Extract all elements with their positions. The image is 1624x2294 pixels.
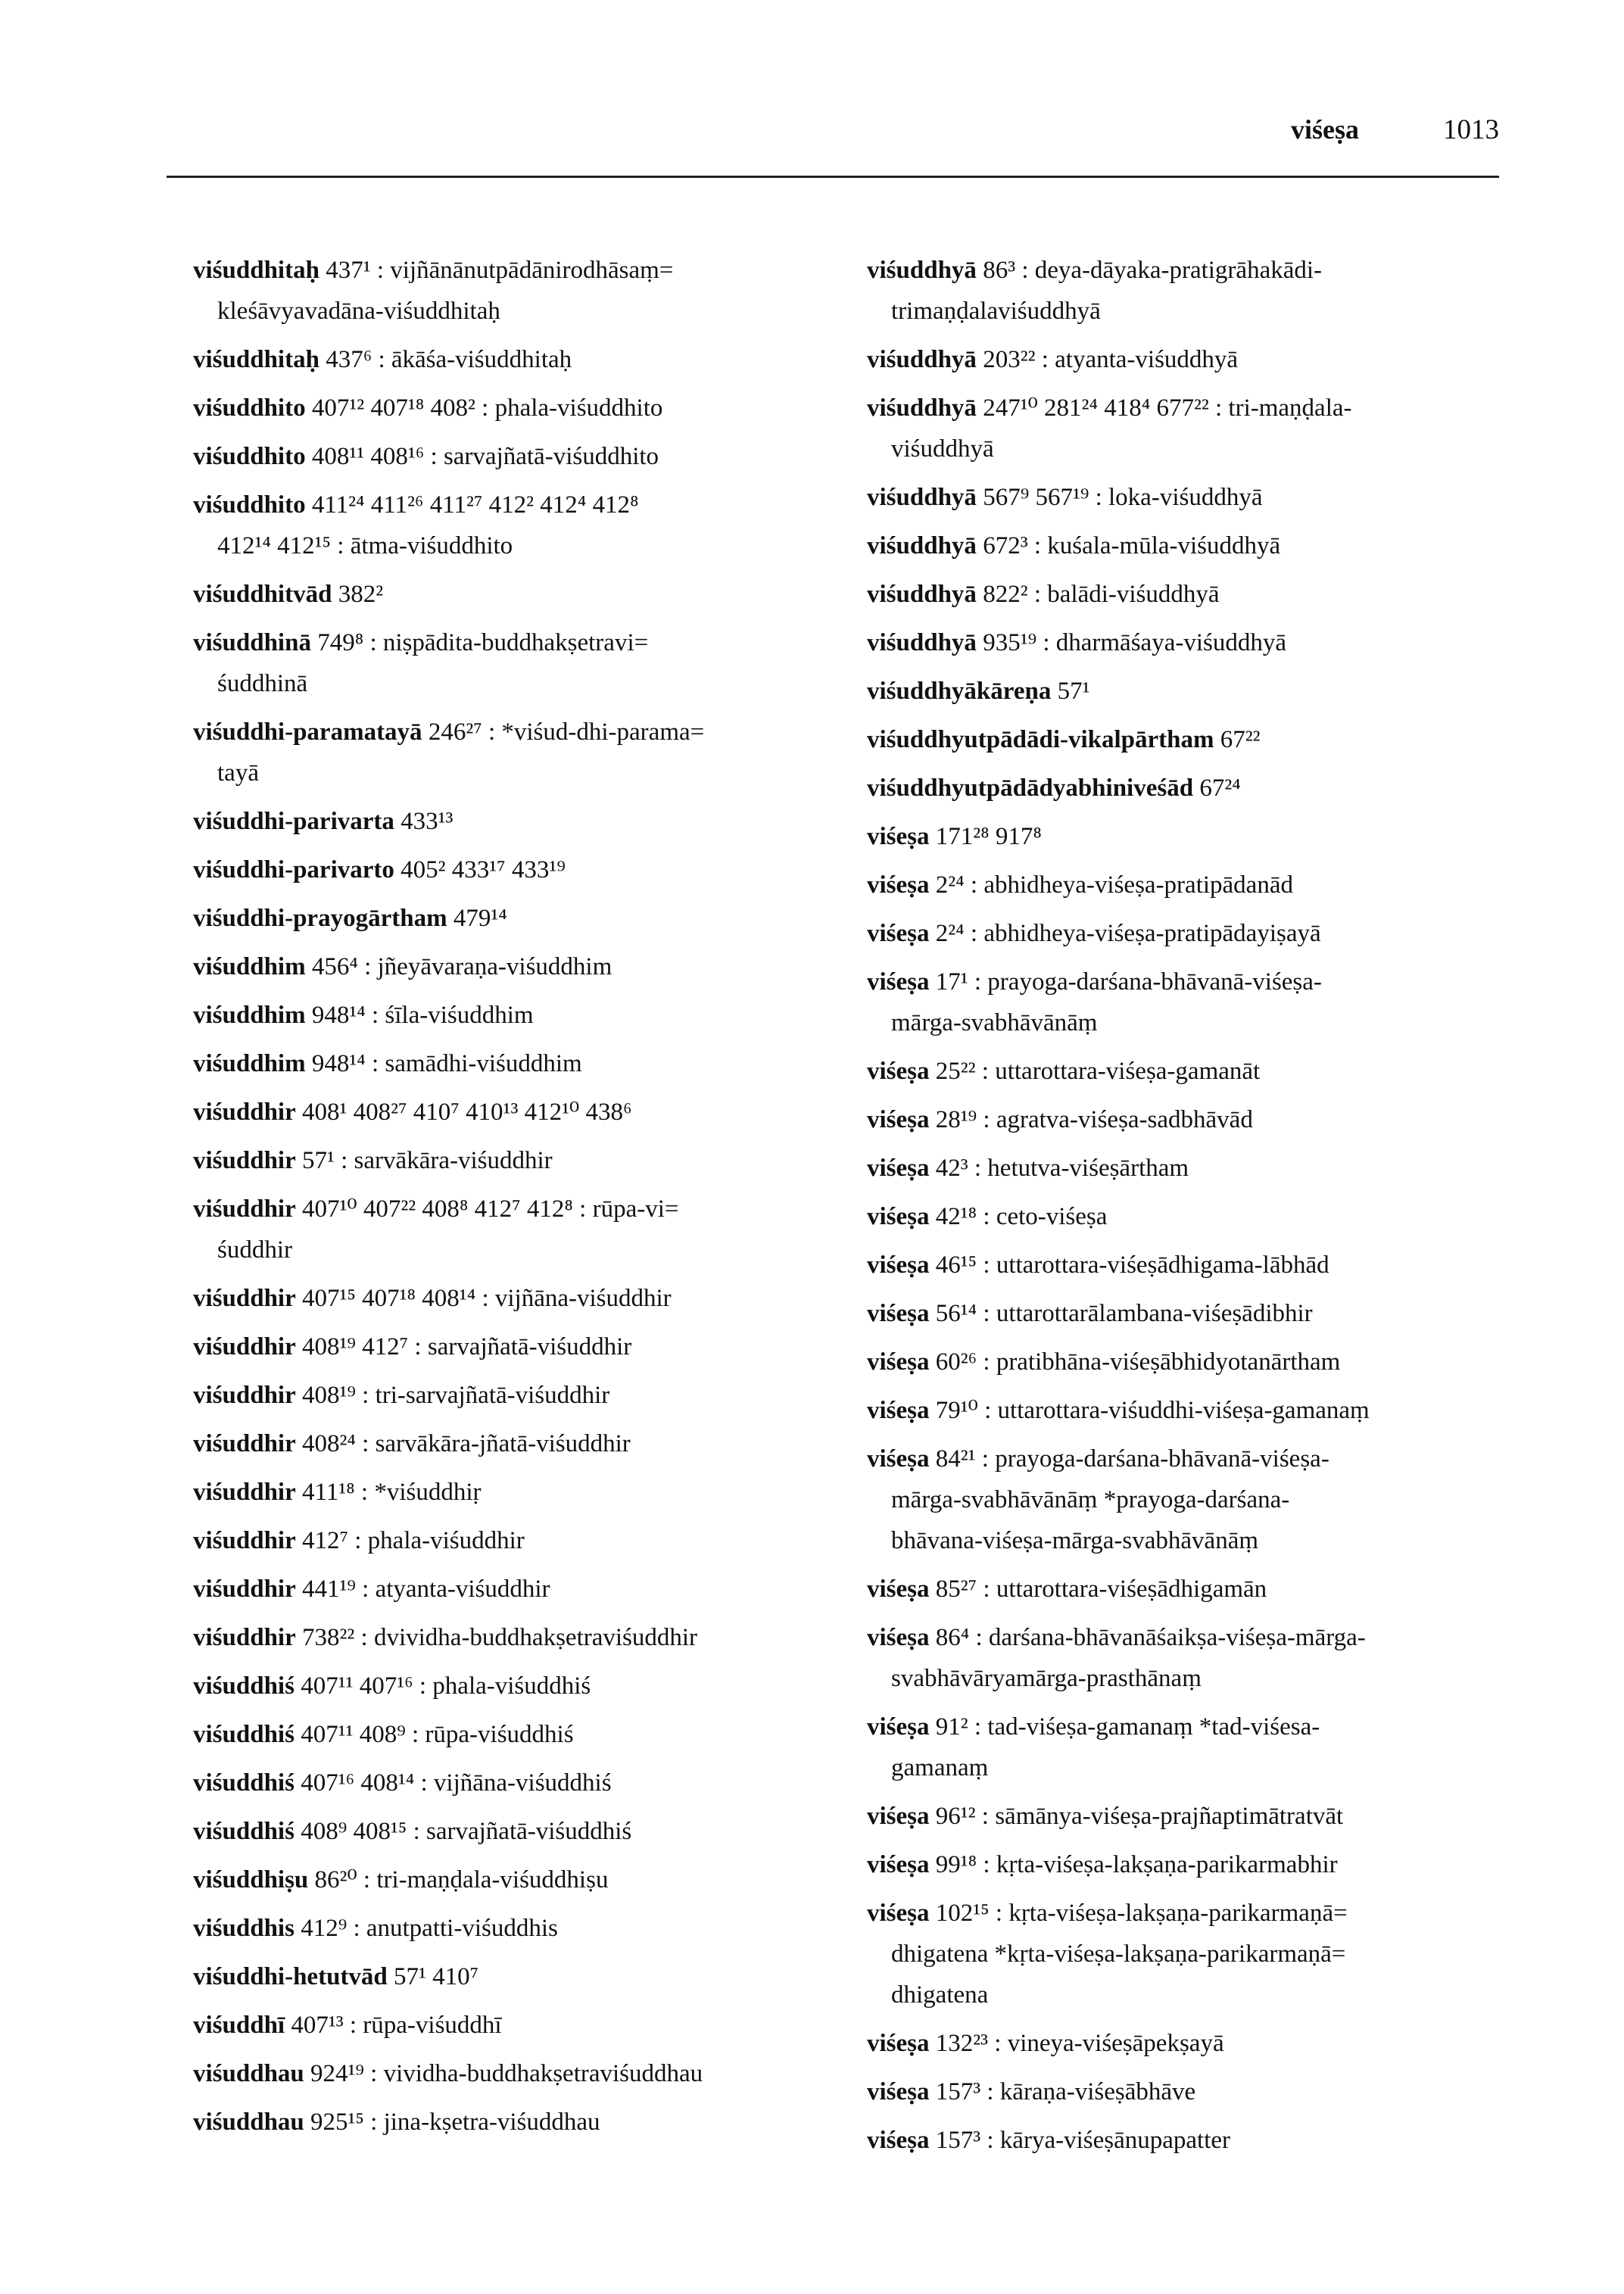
entry-headword: viśuddhitaḥ	[193, 257, 320, 284]
entry-references: 407¹¹ 408⁹ : rūpa-viśuddhiś	[294, 1721, 574, 1748]
entry-headword: viśuddhī	[193, 2012, 285, 2039]
entry-references: 411²⁴ 411²⁶ 411²⁷ 412² 412⁴ 412⁸	[305, 491, 639, 519]
entry-references: 86³ : deya-dāyaka-pratigrāhakādi-	[976, 257, 1323, 284]
index-entry	[867, 1245, 1533, 1286]
entry-references: 46¹⁵ : uttarottara-viśeṣādhigama-lābhād	[929, 1251, 1329, 1279]
index-entry	[867, 1148, 1533, 1189]
entry-references: 441¹⁹ : atyanta-viśuddhir	[295, 1576, 550, 1603]
entry-headword: viśeṣa	[867, 1251, 930, 1279]
entry-headword: viśuddhinā	[193, 629, 311, 656]
entry-headword: viśuddhitvād	[193, 581, 332, 608]
entry-references: 203²² : atyanta-viśuddhyā	[976, 346, 1239, 373]
entry-continuation: śuddhir	[217, 1236, 292, 1264]
index-entry	[193, 436, 844, 477]
entry-references: 2²⁴ : abhidheya-viśeṣa-pratipādanād	[929, 871, 1293, 899]
index-entry	[867, 962, 1533, 1043]
entry-headword: viśeṣa	[867, 1397, 930, 1424]
entry-headword: viśuddhir	[193, 1147, 296, 1174]
index-entry	[193, 574, 844, 615]
index-entry	[867, 1196, 1533, 1237]
entry-headword: viśuddhiś	[193, 1721, 295, 1748]
entry-references: 56¹⁴ : uttarottarālambana-viśeṣādibhir	[929, 1300, 1313, 1327]
index-entry	[193, 1520, 844, 1561]
entry-headword: viśuddhim	[193, 953, 306, 980]
index-entry	[193, 1278, 844, 1319]
index-entry	[193, 339, 844, 380]
entry-references: 42³ : hetutva-viśeṣārtham	[929, 1155, 1189, 1182]
entry-references: 247¹⁰ 281²⁴ 418⁴ 677²² : tri-maṇḍala-	[976, 394, 1352, 422]
index-entry	[193, 622, 844, 704]
entry-headword: viśuddhyā	[867, 346, 977, 373]
index-entry	[193, 1569, 844, 1610]
index-entry	[867, 865, 1533, 905]
entry-headword: viśuddhyā	[867, 581, 977, 608]
index-entry	[193, 1423, 844, 1464]
entry-headword: viśuddhyutpādādyabhiniveśād	[867, 775, 1194, 802]
index-entry	[193, 485, 844, 566]
index-entry	[193, 801, 844, 842]
index-entry	[193, 1666, 844, 1706]
entry-references: 948¹⁴ : samādhi-viśuddhim	[305, 1050, 582, 1077]
index-entry	[193, 1472, 844, 1513]
entry-headword: viśuddhir	[193, 1195, 296, 1223]
entry-headword: viśuddhis	[193, 1915, 295, 1942]
index-entry	[867, 2023, 1533, 2064]
entry-references: 382²	[332, 581, 384, 608]
entry-references: 407¹² 407¹⁸ 408² : phala-viśuddhito	[305, 394, 663, 422]
entry-headword: viśuddhi-hetutvād	[193, 1963, 388, 1990]
entry-references: 411¹⁸ : *viśuddhiṛ	[295, 1479, 482, 1506]
index-entry	[867, 622, 1533, 663]
entry-references: 84²¹ : prayoga-darśana-bhāvanā-viśeṣa-	[929, 1445, 1329, 1473]
entry-references: 412⁹ : anutpatti-viśuddhis	[294, 1915, 558, 1942]
entry-headword: viśeṣa	[867, 1624, 930, 1651]
entry-references: 925¹⁵ : jina-kṣetra-viśuddhau	[304, 2109, 600, 2136]
index-entry	[193, 1189, 844, 1270]
index-entry	[193, 250, 844, 332]
entry-headword: viśuddhito	[193, 394, 306, 422]
entry-references: 924¹⁹ : vividha-buddhakṣetraviśuddhau	[304, 2060, 703, 2087]
entry-references: 99¹⁸ : kṛta-viśeṣa-lakṣaṇa-parikarmabhir	[929, 1851, 1338, 1878]
entry-headword: viśuddhir	[193, 1527, 296, 1554]
entry-references: 57¹	[1051, 678, 1090, 705]
entry-references: 67²²	[1214, 726, 1261, 753]
entry-references: 102¹⁵ : kṛta-viśeṣa-lakṣaṇa-parikarmaṇā=	[929, 1900, 1348, 1927]
entry-headword: viśeṣa	[867, 1203, 930, 1230]
entry-references: 407¹³ : rūpa-viśuddhī	[285, 2012, 502, 2039]
entry-references: 157³ : kārya-viśeṣānupapatter	[929, 2127, 1230, 2154]
entry-continuation: gamanaṃ	[891, 1754, 989, 1781]
index-entry	[867, 1844, 1533, 1885]
left-column	[193, 250, 844, 2150]
index-entry	[193, 2005, 844, 2046]
entry-headword: viśeṣa	[867, 823, 930, 850]
entry-headword: viśeṣa	[867, 2127, 930, 2154]
index-entry	[193, 995, 844, 1036]
entry-references: 567⁹ 567¹⁹ : loka-viśuddhyā	[976, 484, 1263, 511]
entry-continuation: kleśāvyavadāna-viśuddhitaḥ	[217, 298, 500, 325]
index-entry	[867, 1438, 1533, 1561]
right-column	[867, 250, 1533, 2168]
entry-headword: viśuddhim	[193, 1050, 306, 1077]
entry-headword: viśeṣa	[867, 1445, 930, 1473]
entry-headword: viśuddhito	[193, 443, 306, 470]
entry-references: 407¹¹ 407¹⁶ : phala-viśuddhiś	[294, 1672, 591, 1700]
entry-headword: viśeṣa	[867, 920, 930, 947]
index-entry	[867, 574, 1533, 615]
entry-continuation: viśuddhyā	[891, 435, 994, 463]
entry-headword: viśuddhau	[193, 2109, 304, 2136]
entry-headword: viśuddhiś	[193, 1769, 295, 1797]
entry-references: 132²³ : vineya-viśeṣāpekṣayā	[929, 2030, 1224, 2057]
entry-references: 408¹ 408²⁷ 410⁷ 410¹³ 412¹⁰ 438⁶	[295, 1099, 632, 1126]
index-entry	[193, 1326, 844, 1367]
index-entry	[193, 1375, 844, 1416]
index-entry	[193, 1811, 844, 1852]
entry-references: 79¹⁰ : uttarottara-viśuddhi-viśeṣa-gamanaṃ	[929, 1397, 1370, 1424]
running-head-word: viśeṣa	[1291, 114, 1359, 145]
entry-headword: viśeṣa	[867, 1058, 930, 1085]
entry-references: 2²⁴ : abhidheya-viśeṣa-pratipādayiṣayā	[929, 920, 1321, 947]
index-entry	[867, 1706, 1533, 1788]
entry-headword: viśeṣa	[867, 1348, 930, 1376]
index-entry	[193, 849, 844, 890]
entry-references: 437¹ : vijñānānutpādānirodhāsaṃ=	[319, 257, 674, 284]
entry-references: 407¹⁰ 407²² 408⁸ 412⁷ 412⁸ : rūpa-vi=	[295, 1195, 679, 1223]
entry-headword: viśuddhir	[193, 1333, 296, 1361]
entry-headword: viśuddhi-parivarto	[193, 856, 394, 884]
page-header	[167, 114, 1499, 178]
index-entry	[193, 1043, 844, 1084]
entry-continuation: śuddhinā	[217, 670, 308, 697]
index-entry	[193, 1714, 844, 1755]
entry-references: 157³ : kāraṇa-viśeṣābhāve	[929, 2078, 1196, 2105]
entry-references: 85²⁷ : uttarottara-viśeṣādhigamān	[929, 1576, 1267, 1603]
index-entry	[867, 1796, 1533, 1837]
entry-headword: viśeṣa	[867, 1851, 930, 1878]
entry-references: 57¹ : sarvākāra-viśuddhir	[295, 1147, 553, 1174]
entry-headword: viśuddhitaḥ	[193, 346, 320, 373]
entry-references: 57¹ 410⁷	[387, 1963, 479, 1990]
entry-continuation: dhigatena *kṛta-viśeṣa-lakṣaṇa-parikarmaṇā=	[891, 1940, 1346, 1968]
index-entry	[867, 525, 1533, 566]
index-entry	[193, 1617, 844, 1658]
entry-references: 408⁹ 408¹⁵ : sarvajñatā-viśuddhiś	[294, 1818, 632, 1845]
entry-continuation: 412¹⁴ 412¹⁵ : ātma-viśuddhito	[217, 532, 513, 559]
entry-headword: viśeṣa	[867, 1713, 930, 1741]
entry-continuation: mārga-svabhāvānāṃ	[891, 1009, 1098, 1036]
entry-headword: viśeṣa	[867, 2030, 930, 2057]
index-entry	[867, 719, 1533, 760]
entry-references: 408¹⁹ 412⁷ : sarvajñatā-viśuddhir	[295, 1333, 632, 1361]
entry-headword: viśeṣa	[867, 1300, 930, 1327]
entry-headword: viśuddhir	[193, 1382, 296, 1409]
index-entry	[193, 898, 844, 939]
entry-headword: viśuddhir	[193, 1430, 296, 1457]
entry-headword: viśuddhyā	[867, 629, 977, 656]
index-entry	[867, 671, 1533, 712]
entry-references: 407¹⁵ 407¹⁸ 408¹⁴ : vijñāna-viśuddhir	[295, 1285, 672, 1312]
entry-references: 738²² : dvividha-buddhakṣetraviśuddhir	[295, 1624, 698, 1651]
index-entry	[193, 2102, 844, 2143]
entry-headword: viśuddhiś	[193, 1818, 295, 1845]
entry-references: 42¹⁸ : ceto-viśeṣa	[929, 1203, 1108, 1230]
entry-references: 408¹⁹ : tri-sarvajñatā-viśuddhir	[295, 1382, 610, 1409]
entry-references: 822² : balādi-viśuddhyā	[976, 581, 1220, 608]
entry-references: 479¹⁴	[447, 905, 507, 932]
entry-references: 17¹ : prayoga-darśana-bhāvanā-viśeṣa-	[929, 968, 1322, 996]
entry-headword: viśeṣa	[867, 1106, 930, 1133]
entry-headword: viśuddhyākāreṇa	[867, 678, 1052, 705]
entry-headword: viśuddhir	[193, 1624, 296, 1651]
index-entry	[867, 1293, 1533, 1334]
entry-continuation: bhāvana-viśeṣa-mārga-svabhāvānāṃ	[891, 1527, 1259, 1554]
index-entry	[193, 2053, 844, 2094]
entry-headword: viśuddhi-paramatayā	[193, 718, 422, 746]
index-entry	[867, 1051, 1533, 1092]
entry-references: 86⁴ : darśana-bhāvanāśaikṣa-viśeṣa-mārga-	[929, 1624, 1366, 1651]
index-entry	[193, 388, 844, 429]
index-entry	[867, 1390, 1533, 1431]
index-entry	[867, 477, 1533, 518]
index-entry	[867, 913, 1533, 954]
entry-references: 456⁴ : jñeyāvaraṇa-viśuddhim	[305, 953, 613, 980]
entry-headword: viśeṣa	[867, 968, 930, 996]
entry-headword: viśuddhir	[193, 1099, 296, 1126]
entry-headword: viśuddhyā	[867, 484, 977, 511]
entry-continuation: tayā	[217, 759, 259, 787]
entry-references: 437⁶ : ākāśa-viśuddhitaḥ	[319, 346, 572, 373]
entry-headword: viśuddhyā	[867, 257, 977, 284]
index-entry	[867, 1342, 1533, 1382]
entry-headword: viśuddhiṣu	[193, 1866, 309, 1893]
index-entry	[867, 388, 1533, 469]
entry-headword: viśuddhyutpādādi-vikalpārtham	[867, 726, 1214, 753]
entry-headword: viśuddhim	[193, 1002, 306, 1029]
entry-headword: viśeṣa	[867, 871, 930, 899]
entry-headword: viśuddhi-parivarta	[193, 808, 394, 835]
entry-headword: viśeṣa	[867, 1900, 930, 1927]
index-entry	[867, 816, 1533, 857]
entry-references: 433¹³	[394, 808, 454, 835]
entry-headword: viśuddhyā	[867, 394, 977, 422]
index-entry	[193, 946, 844, 987]
entry-references: 246²⁷ : *viśud-dhi-parama=	[422, 718, 705, 746]
index-entry	[867, 1569, 1533, 1610]
entry-headword: viśuddhir	[193, 1479, 296, 1506]
entry-continuation: mārga-svabhāvānāṃ *prayoga-darśana-	[891, 1486, 1290, 1513]
index-entry	[193, 1908, 844, 1949]
entry-headword: viśuddhi-prayogārtham	[193, 905, 447, 932]
entry-references: 86²⁰ : tri-maṇḍala-viśuddhiṣu	[308, 1866, 609, 1893]
index-entry	[193, 1763, 844, 1803]
entry-references: 91² : tad-viśeṣa-gamanaṃ *tad-viśesa-	[929, 1713, 1320, 1741]
entry-references: 28¹⁹ : agratva-viśeṣa-sadbhāvād	[929, 1106, 1253, 1133]
entry-references: 405² 433¹⁷ 433¹⁹	[394, 856, 566, 884]
index-entry	[193, 1859, 844, 1900]
entry-headword: viśeṣa	[867, 1803, 930, 1830]
entry-headword: viśeṣa	[867, 2078, 930, 2105]
index-entry	[193, 1140, 844, 1181]
entry-references: 948¹⁴ : śīla-viśuddhim	[305, 1002, 534, 1029]
index-entry	[867, 250, 1533, 332]
index-entry	[193, 1092, 844, 1133]
entry-references: 25²² : uttarottara-viśeṣa-gamanāt	[929, 1058, 1261, 1085]
entry-headword: viśeṣa	[867, 1155, 930, 1182]
entry-references: 412⁷ : phala-viśuddhir	[295, 1527, 525, 1554]
entry-headword: viśuddhito	[193, 491, 306, 519]
index-entry	[867, 1893, 1533, 2015]
page-number: 1013	[1443, 114, 1499, 145]
index-entry	[867, 2071, 1533, 2112]
entry-references: 407¹⁶ 408¹⁴ : vijñāna-viśuddhiś	[294, 1769, 612, 1797]
entry-continuation: dhigatena	[891, 1981, 989, 2009]
index-entry	[867, 1099, 1533, 1140]
entry-references: 171²⁸ 917⁸	[929, 823, 1042, 850]
entry-headword: viśeṣa	[867, 1576, 930, 1603]
entry-continuation: trimaṇḍalaviśuddhyā	[891, 298, 1101, 325]
index-entry	[867, 768, 1533, 809]
index-entry	[193, 712, 844, 793]
entry-references: 935¹⁹ : dharmāśaya-viśuddhyā	[976, 629, 1286, 656]
entry-continuation: svabhāvāryamārga-prasthānaṃ	[891, 1665, 1202, 1692]
entry-headword: viśuddhiś	[193, 1672, 295, 1700]
entry-headword: viśuddhir	[193, 1285, 296, 1312]
entry-references: 749⁸ : niṣpādita-buddhakṣetravi=	[310, 629, 649, 656]
entry-references: 672³ : kuśala-mūla-viśuddhyā	[976, 532, 1281, 559]
entry-references: 408¹¹ 408¹⁶ : sarvajñatā-viśuddhito	[305, 443, 659, 470]
entry-references: 60²⁶ : pratibhāna-viśeṣābhidyotanārtham	[929, 1348, 1341, 1376]
index-entry	[193, 1956, 844, 1997]
index-entry	[867, 2120, 1533, 2161]
entry-references: 408²⁴ : sarvākāra-jñatā-viśuddhir	[295, 1430, 631, 1457]
entry-headword: viśuddhau	[193, 2060, 304, 2087]
entry-headword: viśuddhyā	[867, 532, 977, 559]
index-entry	[867, 339, 1533, 380]
entry-headword: viśuddhir	[193, 1576, 296, 1603]
entry-references: 96¹² : sāmānya-viśeṣa-prajñaptimātratvāt	[929, 1803, 1344, 1830]
index-entry	[867, 1617, 1533, 1699]
entry-references: 67²⁴	[1193, 775, 1241, 802]
